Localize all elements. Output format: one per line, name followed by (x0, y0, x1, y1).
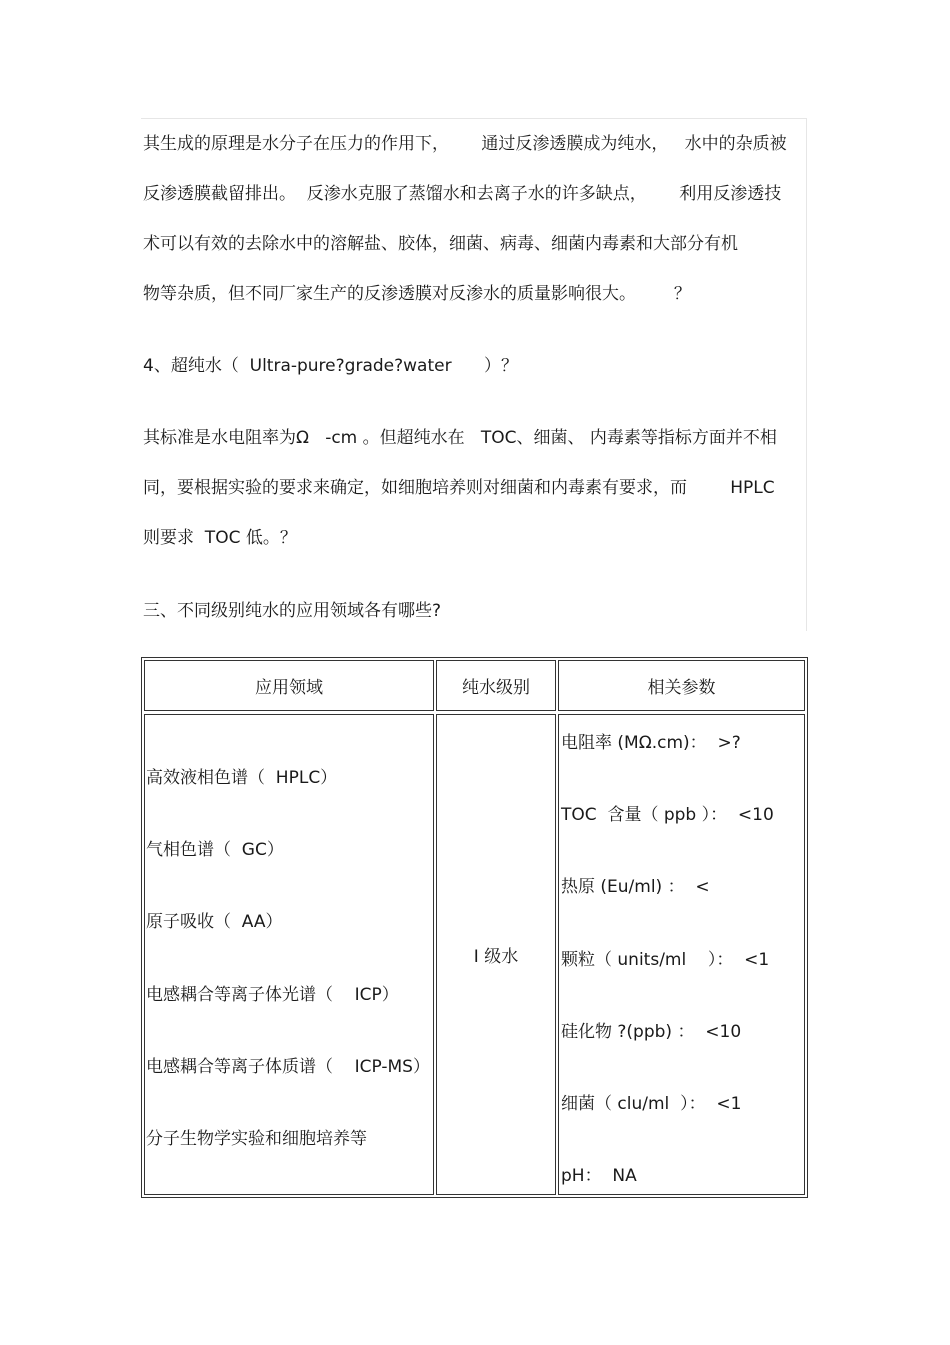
grade-label: I 级水 (473, 947, 519, 967)
param-item: pH： NA (561, 1166, 637, 1186)
list-item: 气相色谱（ GC） (146, 840, 284, 860)
header-cell-field: 应用领域 (144, 660, 434, 711)
params-cell (558, 714, 805, 1195)
paragraph-line: 同，要根据实验的要求来确定，如细胞培养则对细菌和内毒素有要求，而 HPLC (143, 478, 775, 498)
list-item: 原子吸收（ AA） (146, 912, 283, 932)
section-heading: 4、超纯水（ Ultra-pure?grade?water ）？ (143, 356, 518, 376)
paragraph-line: 术可以有效的去除水中的溶解盐、胶体，细菌、病毒、细菌内毒素和大部分有机 (143, 234, 738, 254)
water-grade-table (141, 657, 808, 1198)
paragraph-line: 其生成的原理是水分子在压力的作用下， 通过反渗透膜成为纯水， 水中的杂质被 (143, 134, 787, 154)
param-item: 颗粒（ units/ml ）： <1 (561, 950, 770, 970)
param-item: 热原 (Eu/ml) ： < (561, 877, 710, 897)
list-item: 电感耦合等离子体光谱（ ICP） (146, 985, 399, 1005)
fields-cell (144, 714, 434, 1195)
param-item: TOC 含量（ ppb ）： <10 (561, 805, 774, 825)
header-cell-grade: 纯水级别 (436, 660, 556, 711)
param-item: 电阻率 (MΩ.cm)： >? (561, 733, 741, 753)
paragraph-line: 其标准是水电阻率为Ω -cm 。但超纯水在 TOC、细菌、 内毒素等指标方面并不相 (143, 428, 777, 448)
param-item: 细菌（ clu/ml ）： <1 (561, 1094, 742, 1114)
paragraph-line: 则要求 TOC 低。？ (143, 528, 297, 548)
list-item: 高效液相色谱（ HPLC） (146, 768, 338, 788)
paragraph-line: 反渗透膜截留排出。 反渗水克服了蒸馏水和去离子水的许多缺点， 利用反渗透技 (143, 184, 782, 204)
paragraph-line: 物等杂质，但不同厂家生产的反渗透膜对反渗水的质量影响很大。 ？ (143, 284, 691, 304)
grade-cell (436, 714, 556, 1195)
list-item: 分子生物学实验和细胞培养等 (146, 1129, 367, 1149)
section-title: 三、不同级别纯水的应用领域各有哪些? (143, 601, 442, 621)
param-item: 硅化物 ?(ppb) ： <10 (561, 1022, 742, 1042)
header-cell-params: 相关参数 (558, 660, 805, 711)
list-item: 电感耦合等离子体质谱（ ICP-MS） (146, 1057, 430, 1077)
